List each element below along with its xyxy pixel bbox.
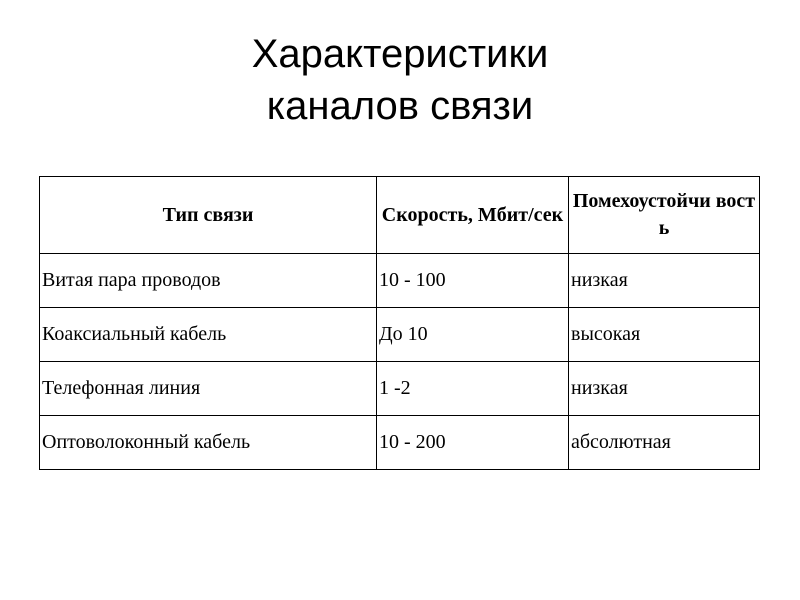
header-noise-immunity: Помехоустойчи вость xyxy=(569,177,760,254)
cell-noise-immunity: абсолютная xyxy=(569,416,760,470)
cell-connection-type: Коаксиальный кабель xyxy=(40,308,377,362)
cell-noise-immunity: низкая xyxy=(569,362,760,416)
header-connection-type: Тип связи xyxy=(40,177,377,254)
slide-title xyxy=(0,28,800,132)
cell-noise-immunity: низкая xyxy=(569,254,760,308)
cell-speed: До 10 xyxy=(377,308,569,362)
table-row xyxy=(40,416,760,470)
cell-speed: 1 -2 xyxy=(377,362,569,416)
table-row xyxy=(40,308,760,362)
slide-title-line-2: каналов связи xyxy=(266,84,534,128)
table-header-row xyxy=(40,177,760,254)
table-row xyxy=(40,362,760,416)
cell-connection-type: Оптоволоконный кабель xyxy=(40,416,377,470)
cell-speed: 10 - 100 xyxy=(377,254,569,308)
cell-connection-type: Телефонная линия xyxy=(40,362,377,416)
cell-noise-immunity: высокая xyxy=(569,308,760,362)
header-speed: Скорость, Мбит/сек xyxy=(377,177,569,254)
channels-table xyxy=(39,176,760,470)
cell-connection-type: Витая пара проводов xyxy=(40,254,377,308)
table-row xyxy=(40,254,760,308)
slide-title-line-1: Характеристики xyxy=(251,32,549,76)
cell-speed: 10 - 200 xyxy=(377,416,569,470)
